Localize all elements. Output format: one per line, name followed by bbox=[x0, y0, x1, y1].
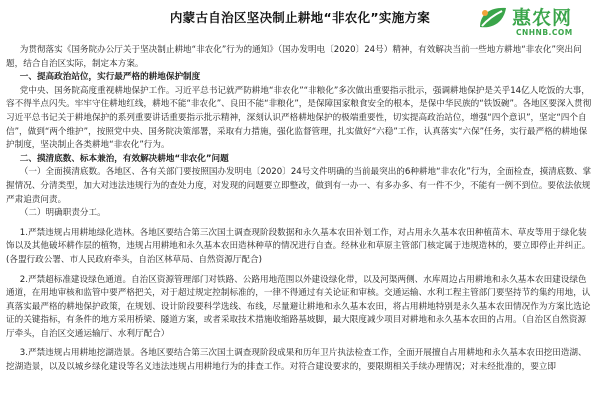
body-paragraph: （一）全面摸清底数。各地区、各有关部门要按照国办发明电〔2020〕24号文件明确的当前最突出的6种耕地“非农化”行为，全面检查，摸清底数、掌握情况、分清类型，加大对违法违规行为的查处力度，对发现的问题要立即整改，做到有一办一、有多办多、有一件不少，不能有一例不到位。要依法依规严肃追责问责。 bbox=[6, 167, 592, 205]
logo-name-cn: 惠农网 bbox=[512, 7, 573, 29]
document-title: 内蒙古自治区坚决制止耕地“非农化”实施方案 bbox=[169, 10, 431, 25]
section-heading: 二、摸清底数、标本兼治，有效解决耕地“非农化”问题 bbox=[19, 153, 229, 164]
section-heading: 一、提高政治站位，实行最严格的耕地保护制度 bbox=[19, 72, 201, 83]
body-paragraph: 1.严禁违规占用耕地绿化造林。各地区要结合第三次国土调查现阶段数据和永久基本农田补划工作，对占用永久基本农田种植苗木、草皮等用于绿化装饰以及其他破坏耕作层的植物，违规占用耕地和永久基本农田造林种草的情况进行自查。经林业和草原主管部门核定属于违规造林的，要立即停止并纠正。(各盟行政公署、市人民政府牵头，自治区林草局、自然资源厅配合) bbox=[6, 227, 591, 265]
leaf-logo-icon bbox=[476, 5, 510, 31]
body-paragraph: 3.严禁违规占用耕地挖湖造景。各地区要结合第三次国土调查现阶段成果和历年卫片执法检查工作，全面开展擅自占用耕地和永久基本农田挖田造湖、挖湖造景，以及以城乡绿化建设等名义违法违规占用耕地行为的排查工作。对符合建设要求的，要限期相关手续办理情况；对未经批准的，要立即 bbox=[6, 348, 587, 373]
logo-name-en: CNHNB.COM bbox=[516, 28, 573, 37]
site-logo[interactable] bbox=[476, 2, 596, 40]
body-paragraph: 为贯彻落实《国务院办公厅关于坚决制止耕地“非农化”行为的通知》（国办发明电〔2020〕24号）精神，有效解决当前一些地方耕地“非农化”突出问题，结合自治区实际，制定本方案。 bbox=[6, 45, 582, 69]
body-paragraph: 2.严禁超标准建设绿色通道。自治区资源管理部门对铁路、公路用地范围以外建设绿化带，以及河渠两侧、水库周边占用耕地和永久基本农田建设绿色通道，在用地审核和监管中要严格把关，对于超过规定控制标准的，一律不得通过有关论证和审核。交通运输、水利工程主管部门要坚持节约集约用地，认真落实最严格的耕地保护政策，在规划、设计阶段要科学选线、布线，尽量避让耕地和永久基本农田，将占用耕地特别是永久基本农田情况作为方案比选论证的关键指标，有条件的地方采用桥梁、隧道方案，或者采取技术措施收缩路基坡脚，最大限度减少项目对耕地和永久基本农田的占用。（自治区自然资源厅牵头，自治区交通运输厅、水利厅配合） bbox=[6, 274, 591, 339]
body-paragraph: 党中央、国务院高度重视耕地保护工作。习近平总书记就严防耕地“非农化”“非粮化”多次做出重要指示批示，强调耕地保护是关乎14亿人吃饭的大事，容不得半点闪失。牢牢守住耕地红线，耕地不能“非农化”、良田不能“非粮化”，是保障国家粮食安全的根本，是保中华民族的“铁饭碗”。各地区要深入贯彻习近平总书记关于耕地保护的系列重要讲话重要指示批示精神，深刻认识严格耕地保护的极端重要性，切实提高政治站位，增强“四个意识”，坚定“四个自信”，做到“两个维护”，按照党中央、国务院决策部署，采取有力措施，强化监督管理，扎实做好“六稳”工作，认真落实“六保”任务，实行最严格的耕地保护制度，坚决制止各类耕地“非农化”行为。 bbox=[6, 85, 592, 151]
document-body bbox=[6, 44, 594, 375]
subsection-heading: （二）明确职责分工。 bbox=[19, 208, 106, 219]
